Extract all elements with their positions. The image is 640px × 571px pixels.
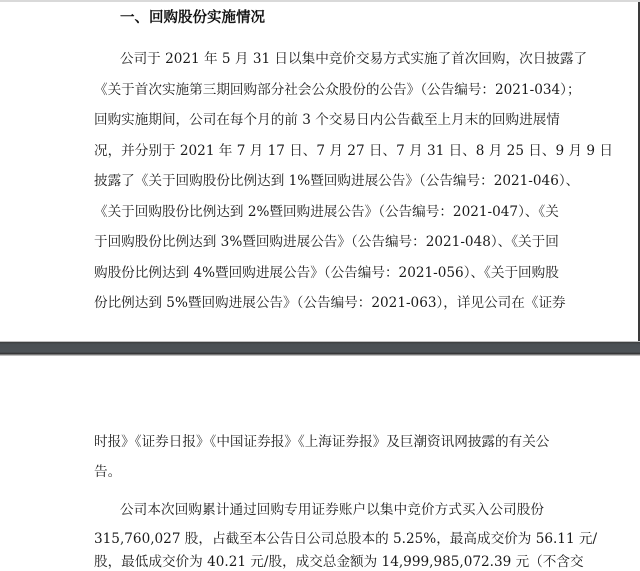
paragraph-line: 告。: [94, 464, 122, 480]
section-heading: 一、回购股份实施情况: [120, 10, 265, 26]
document-page-1: [0, 2, 640, 341]
paragraph-line: 公司于 2021 年 5 月 31 日以集中竞价交易方式实施了首次回购，次日披露了: [120, 51, 588, 67]
paragraph-line: 回购实施期间，公司在每个月的前 3 个交易日内公告截至上月末的回购进展情: [94, 112, 560, 128]
page-separator: [0, 341, 640, 356]
paragraph-line: 315,760,027 股，占截至本公告日公司总股本的 5.25%，最高成交价为 56.11 元/: [94, 531, 598, 547]
document-page-2: [0, 356, 640, 571]
paragraph-line: 购股份比例达到 4%暨回购进展公告》（公告编号：2021-056）、《关于回购股: [94, 265, 559, 281]
paragraph-line: 况，并分别于 2021 年 7 月 17 日、7 月 27 日、7 月 31 日、8 月 25 日、9 月 9 日: [94, 143, 613, 159]
paragraph-line: 公司本次回购累计通过回购专用证券账户以集中竞价方式买入公司股份: [120, 502, 544, 518]
paragraph-line: 份比例达到 5%暨回购进展公告》（公告编号：2021-063），详见公司在《证券: [94, 295, 566, 311]
paragraph-line: 《关于回购股份比例达到 2%暨回购进展公告》（公告编号：2021-047）、《关: [94, 204, 559, 220]
paragraph-line: 于回购股份比例达到 3%暨回购进展公告》（公告编号：2021-048）、《关于回: [94, 234, 559, 250]
paragraph-line: 披露了《关于回购股份比例达到 1%暨回购进展公告》（公告编号：2021-046）、: [94, 173, 580, 189]
paragraph-line: 《关于首次实施第三期回购部分社会公众股份的公告》（公告编号：2021-034）；: [94, 82, 581, 98]
paragraph-line: 时报》《证券日报》《中国证券报》《上海证券报》及巨潮资讯网披露的有关公: [94, 434, 550, 450]
paragraph-line: 股，最低成交价为 40.21 元/股，成交总金额为 14,999,985,072.39 元（不含交: [94, 554, 584, 570]
